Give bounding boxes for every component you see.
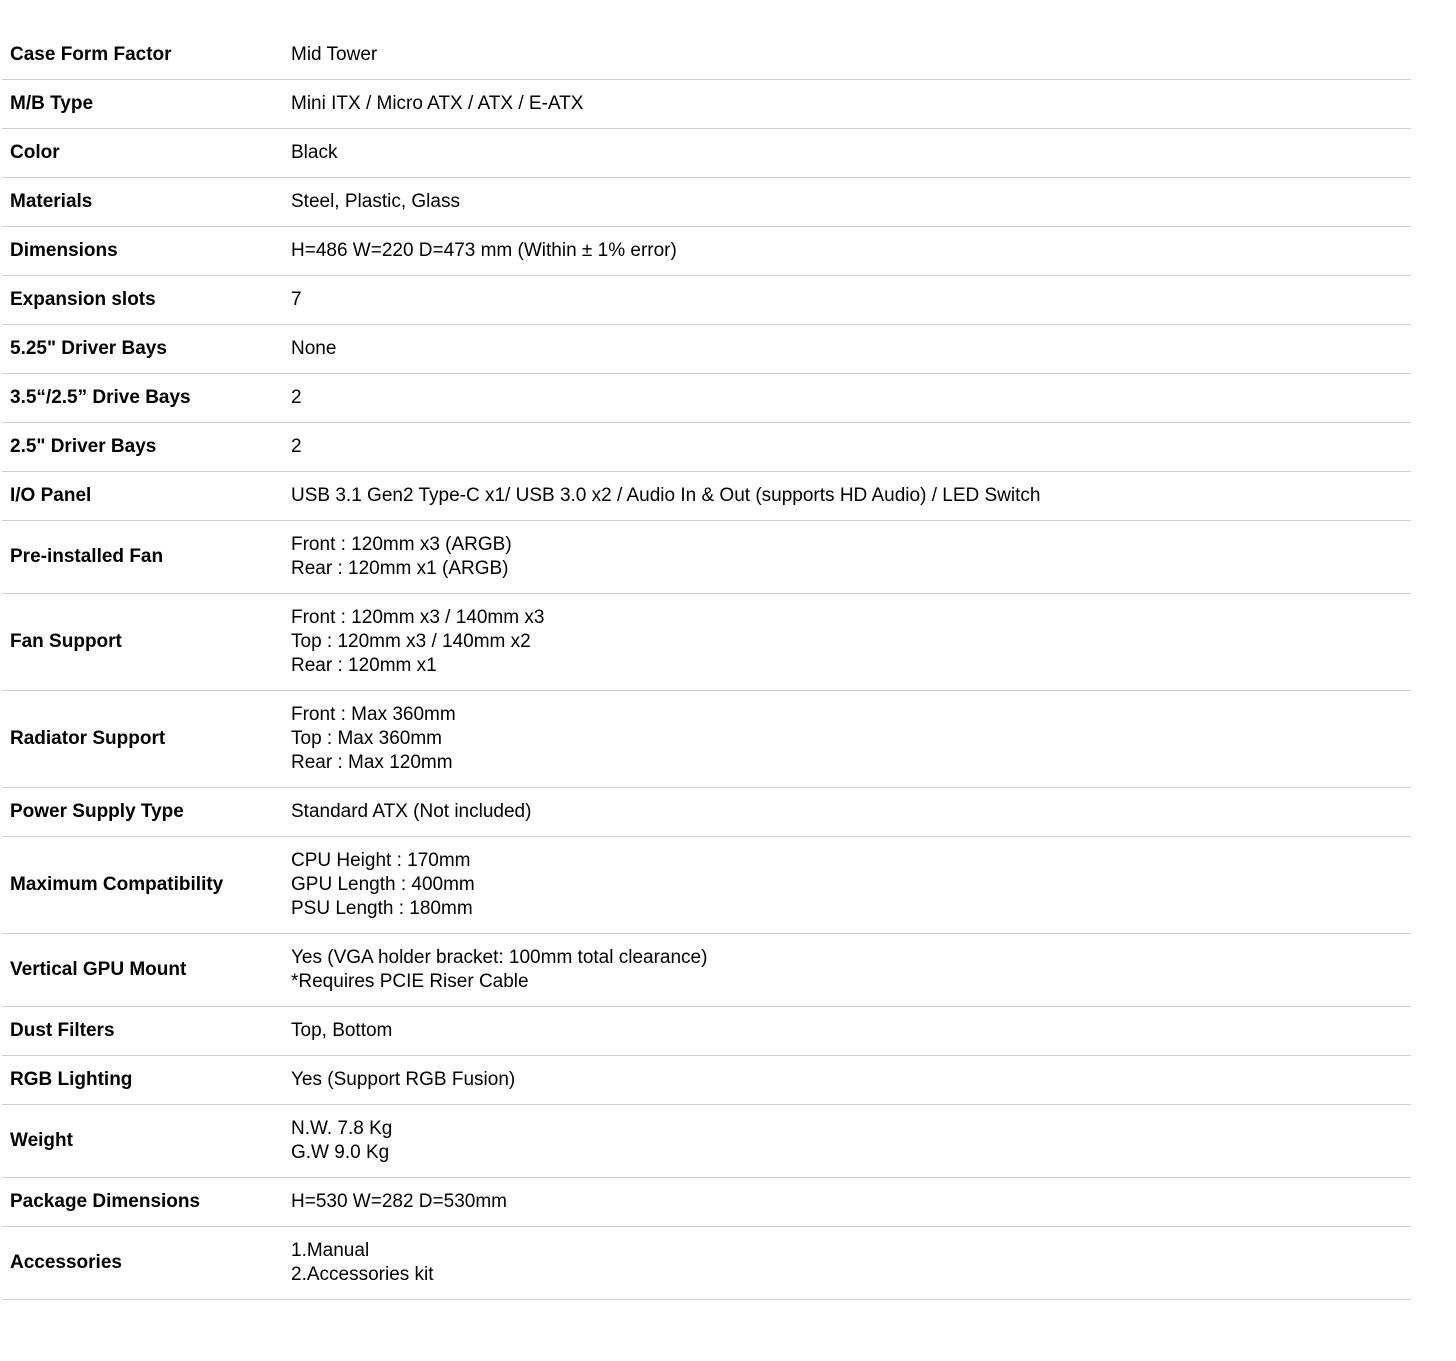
spec-value: [291, 934, 1411, 1007]
spec-value: [291, 178, 1411, 227]
spec-row: [2, 31, 1411, 80]
spec-value-line: None: [291, 338, 337, 359]
spec-value-line: Top : 120mm x3 / 140mm x2: [291, 631, 531, 652]
spec-value-line: GPU Length : 400mm: [291, 874, 475, 895]
spec-value: [291, 594, 1411, 691]
spec-value: [291, 472, 1411, 521]
spec-label: Materials: [10, 191, 93, 212]
spec-row: [2, 178, 1411, 227]
spec-value-line: Top, Bottom: [291, 1020, 393, 1041]
spec-value-line: Yes (Support RGB Fusion): [291, 1069, 516, 1090]
spec-value-line: Front : 120mm x3 / 140mm x3: [291, 607, 545, 628]
spec-row: [2, 1056, 1411, 1105]
spec-value-line: G.W 9.0 Kg: [291, 1142, 390, 1163]
spec-value: [291, 788, 1411, 837]
spec-value-line: N.W. 7.8 Kg: [291, 1118, 393, 1139]
spec-value: [291, 1227, 1411, 1300]
spec-table-body: [2, 31, 1411, 1300]
spec-label: 5.25" Driver Bays: [10, 338, 167, 359]
spec-label: Pre-installed Fan: [10, 546, 164, 567]
spec-label: 2.5" Driver Bays: [10, 436, 157, 457]
spec-value: [291, 1105, 1411, 1178]
spec-row: [2, 227, 1411, 276]
spec-value: [291, 1178, 1411, 1227]
spec-row: [2, 1178, 1411, 1227]
spec-value-line: CPU Height : 170mm: [291, 850, 471, 871]
spec-row: [2, 837, 1411, 934]
spec-label: Color: [10, 142, 60, 163]
spec-value-line: Black: [291, 142, 338, 163]
spec-value-line: Rear : Max 120mm: [291, 752, 453, 773]
spec-value-line: PSU Length : 180mm: [291, 898, 473, 919]
spec-label: Vertical GPU Mount: [10, 959, 187, 980]
spec-value-line: Mini ITX / Micro ATX / ATX / E-ATX: [291, 93, 584, 114]
spec-label: I/O Panel: [10, 485, 92, 506]
spec-value-line: Yes (VGA holder bracket: 100mm total clearance): [291, 947, 708, 968]
spec-label: Fan Support: [10, 631, 122, 652]
spec-value: [291, 80, 1411, 129]
spec-value-line: 2: [291, 387, 302, 408]
spec-label: Accessories: [10, 1252, 122, 1273]
spec-label: 3.5“/2.5” Drive Bays: [10, 387, 191, 408]
spec-label: Power Supply Type: [10, 801, 184, 822]
spec-value-line: H=486 W=220 D=473 mm (Within ± 1% error): [291, 240, 677, 261]
spec-row: [2, 276, 1411, 325]
spec-value-line: Standard ATX (Not included): [291, 801, 532, 822]
spec-label: RGB Lighting: [10, 1069, 133, 1090]
spec-value: [291, 374, 1411, 423]
spec-row: [2, 423, 1411, 472]
spec-value: [291, 325, 1411, 374]
spec-value-line: 2.Accessories kit: [291, 1264, 434, 1285]
spec-label: Weight: [10, 1130, 73, 1151]
spec-value-line: USB 3.1 Gen2 Type-C x1/ USB 3.0 x2 / Audio In & Out (supports HD Audio) / LED Switch: [291, 485, 1041, 506]
spec-value: [291, 423, 1411, 472]
spec-label: Dust Filters: [10, 1020, 115, 1041]
spec-value: [291, 1007, 1411, 1056]
spec-row: [2, 788, 1411, 837]
spec-row: [2, 374, 1411, 423]
spec-label: Package Dimensions: [10, 1191, 201, 1212]
spec-label: M/B Type: [10, 93, 94, 114]
spec-value: [291, 227, 1411, 276]
spec-row: [2, 1007, 1411, 1056]
spec-value-line: Mid Tower: [291, 44, 378, 65]
spec-label: Radiator Support: [10, 728, 166, 749]
spec-value-line: 2: [291, 436, 302, 457]
spec-value-line: Front : 120mm x3 (ARGB): [291, 534, 512, 555]
spec-label: Maximum Compatibility: [10, 874, 224, 895]
spec-value-line: 1.Manual: [291, 1240, 370, 1261]
spec-value-line: Top : Max 360mm: [291, 728, 442, 749]
spec-value-line: 7: [291, 289, 302, 310]
spec-label: Dimensions: [10, 240, 118, 261]
spec-value-line: H=530 W=282 D=530mm: [291, 1191, 507, 1212]
spec-value-line: Steel, Plastic, Glass: [291, 191, 460, 212]
spec-value: [291, 521, 1411, 594]
spec-value-line: Front : Max 360mm: [291, 704, 456, 725]
spec-row: [2, 80, 1411, 129]
spec-value: [291, 31, 1411, 80]
spec-value: [291, 837, 1411, 934]
spec-row: [2, 1105, 1411, 1178]
spec-value: [291, 1056, 1411, 1105]
spec-value: [291, 691, 1411, 788]
spec-row: [2, 325, 1411, 374]
spec-value: [291, 276, 1411, 325]
spec-row: [2, 934, 1411, 1007]
spec-row: [2, 594, 1411, 691]
spec-row: [2, 472, 1411, 521]
spec-table: [2, 31, 1411, 1300]
spec-row: [2, 129, 1411, 178]
spec-value-line: Rear : 120mm x1: [291, 655, 437, 676]
spec-value: [291, 129, 1411, 178]
spec-row: [2, 691, 1411, 788]
spec-row: [2, 1227, 1411, 1300]
spec-label: Case Form Factor: [10, 44, 172, 65]
spec-value-line: Rear : 120mm x1 (ARGB): [291, 558, 509, 579]
spec-label: Expansion slots: [10, 289, 156, 310]
spec-value-line: *Requires PCIE Riser Cable: [291, 971, 529, 992]
spec-row: [2, 521, 1411, 594]
